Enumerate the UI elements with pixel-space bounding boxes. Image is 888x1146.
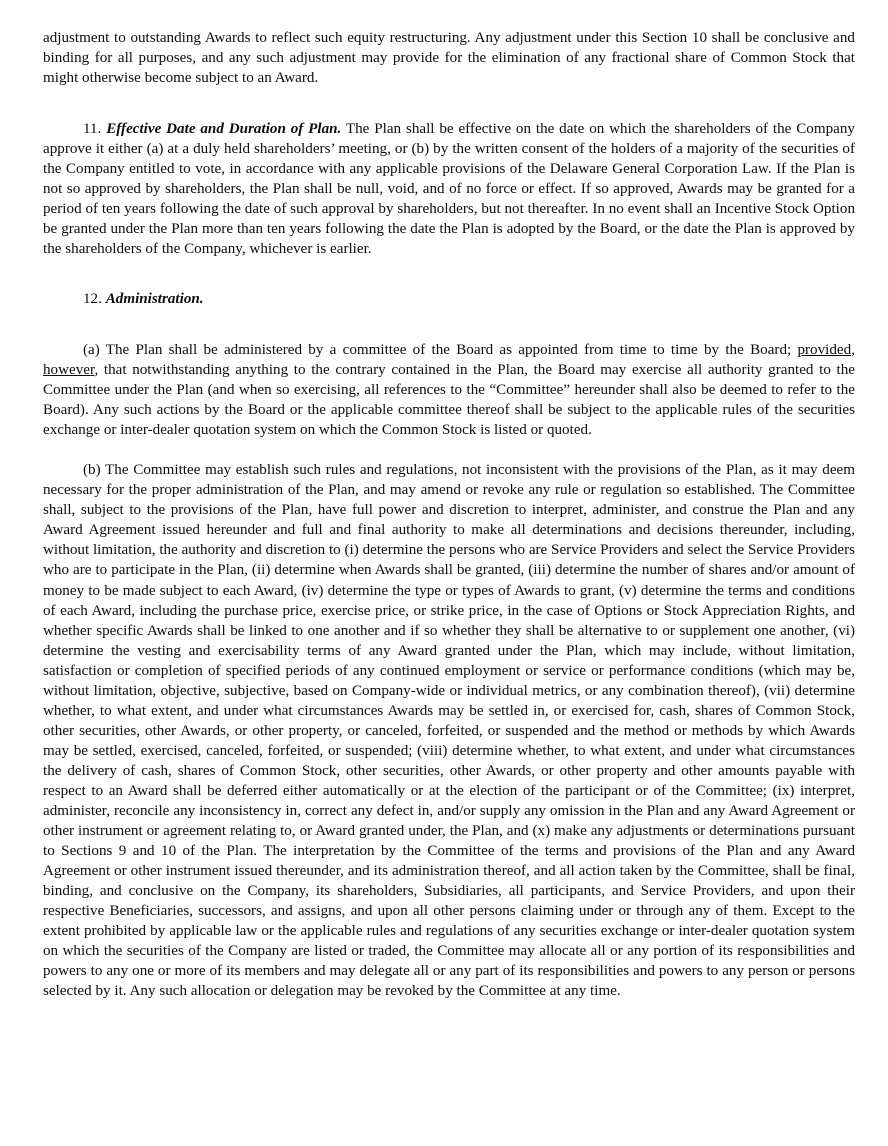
text-run: 12.: [83, 291, 106, 308]
document-text-body: [43, 28, 855, 1002]
text-run: (a) The Plan shall be administered by a committee of the Board as appointed from time to time by the Board;: [83, 342, 798, 359]
para-section-12-heading: [43, 289, 855, 309]
text-run: , that notwithstanding anything to the contrary contained in the Plan, the Board may exercise all authority granted to the Committee under the Plan (and when so exercising, all references to the “Committee” hereunder shall also be deemed to refer to the Board). Any such actions by the Board or the applicable committee thereof shall be subject to the applicable rules of the securities exchange or inter-dealer quotation system on which the Common Stock is listed or quoted.: [43, 362, 855, 439]
text-run: 11.: [83, 120, 107, 137]
text-run: ,: [851, 342, 855, 359]
underlined-term: however: [43, 362, 95, 379]
para-12-a: [43, 340, 855, 440]
underlined-term: provided: [797, 342, 852, 359]
text-run: The Plan shall be effective on the date on which the shareholders of the Company approve it either (a) at a duly held shareholders’ meeting, or (b) by the written consent of the holders of a majority of the securities of the Company entitled to vote, in accordance with any applicable provisions of the Delaware General Corporation Law. If the Plan is not so approved by shareholders, the Plan shall be null, void, and of no force or effect. If so approved, Awards may be granted for a period of ten years following the date of such approval by shareholders, but not thereafter. In no event shall an Incentive Stock Option be granted under the Plan more than ten years following the date the Plan is adopted by the Board, or the date the Plan is approved by the shareholders of the Company, whichever is earlier.: [43, 120, 855, 257]
section-heading-text: Effective Date and Duration of Plan.: [106, 120, 342, 137]
para-section-10-tail: [43, 28, 855, 88]
text-run: (b) The Committee may establish such rules and regulations, not inconsistent with the provisions of the Plan, as it may deem necessary for the proper administration of the Plan, and may amend or revoke any rule or regulation so established. The Committee shall, subject to the provisions of the Plan, have full power and discretion to interpret, administer, and construe the Plan and any Award Agreement issued hereunder and full and final authority to make all determinations and decisions thereunder, including, without limitation, the authority and discretion to (i) determine the persons who are Service Providers and select the Service Providers who are to participate in the Plan, (ii) determine when Awards shall be granted, (iii) determine the number of shares and/or amount of money to be made subject to each Award, (iv) determine the type or types of Awards to grant, (v) determine the terms and conditions of each Award, including the purchase price, exercise price, or strike price, in the case of Options or Stock Appreciation Rights, and whether specific Awards shall be linked to one another and if so whether they shall be alternative to or supplement one another, (vi) determine the vesting and exercisability terms of any Award granted under the Plan, which may include, without limitation, satisfaction or completion of specified periods of any continued employment or service or performance conditions (which may be, without limitation, objective, subjective, based on Company-wide or individual metrics, or any combination thereof), (vii) determine whether, to what extent, and under what circumstances Awards may be settled in, or exercised for, cash, shares of Common Stock, other securities, other Awards, or other property, or canceled, forfeited, or suspended and the method or methods by which Awards may be settled, exercised, canceled, forfeited, or suspended; (viii) determine whether, to what extent, and under what circumstances the delivery of cash, shares of Common Stock, other securities, other Awards, or other property and other amounts payable with respect to an Award shall be deferred either automatically or at the election of the participant or of the Committee; (ix) interpret, administer, reconcile any inconsistency in, correct any defect in, and/or supply any omission in the Plan and any Award Agreement or other instrument or agreement relating to, or Award granted under, the Plan, and (x) make any adjustments or determinations pursuant to Sections 9 and 10 of the Plan. The interpretation by the Committee of the terms and provisions of the Plan and any Award Agreement or other instrument issued thereunder, and its administration thereof, and all action taken by the Committee, shall be final, binding, and conclusive on the Company, its shareholders, Subsidiaries, all participants, and Service Providers, and upon their respective Beneficiaries, successors, and assigns, and upon all other persons claiming under or through any of them. Except to the extent prohibited by applicable law or the applicable rules and regulations of any securities exchange or inter-dealer quotation system on which the securities of the Company are listed or traded, the Committee may allocate all or any portion of its responsibilities and powers to any one or more of its members and may delegate all or any part of its responsibilities and powers to any person or persons selected by it. Any such allocation or delegation may be revoked by the Committee at any time.: [43, 462, 856, 1000]
section-heading-text: Administration.: [105, 291, 204, 308]
para-section-11: [43, 119, 855, 259]
para-12-b: [43, 460, 855, 1001]
text-run: adjustment to outstanding Awards to reflect such equity restructuring. Any adjustment under this Section 10 shall be conclusive and binding for all purposes, and any such adjustment may provide for the elimination of any fractional share of Common Stock that might otherwise become subject to an Award.: [43, 30, 855, 87]
